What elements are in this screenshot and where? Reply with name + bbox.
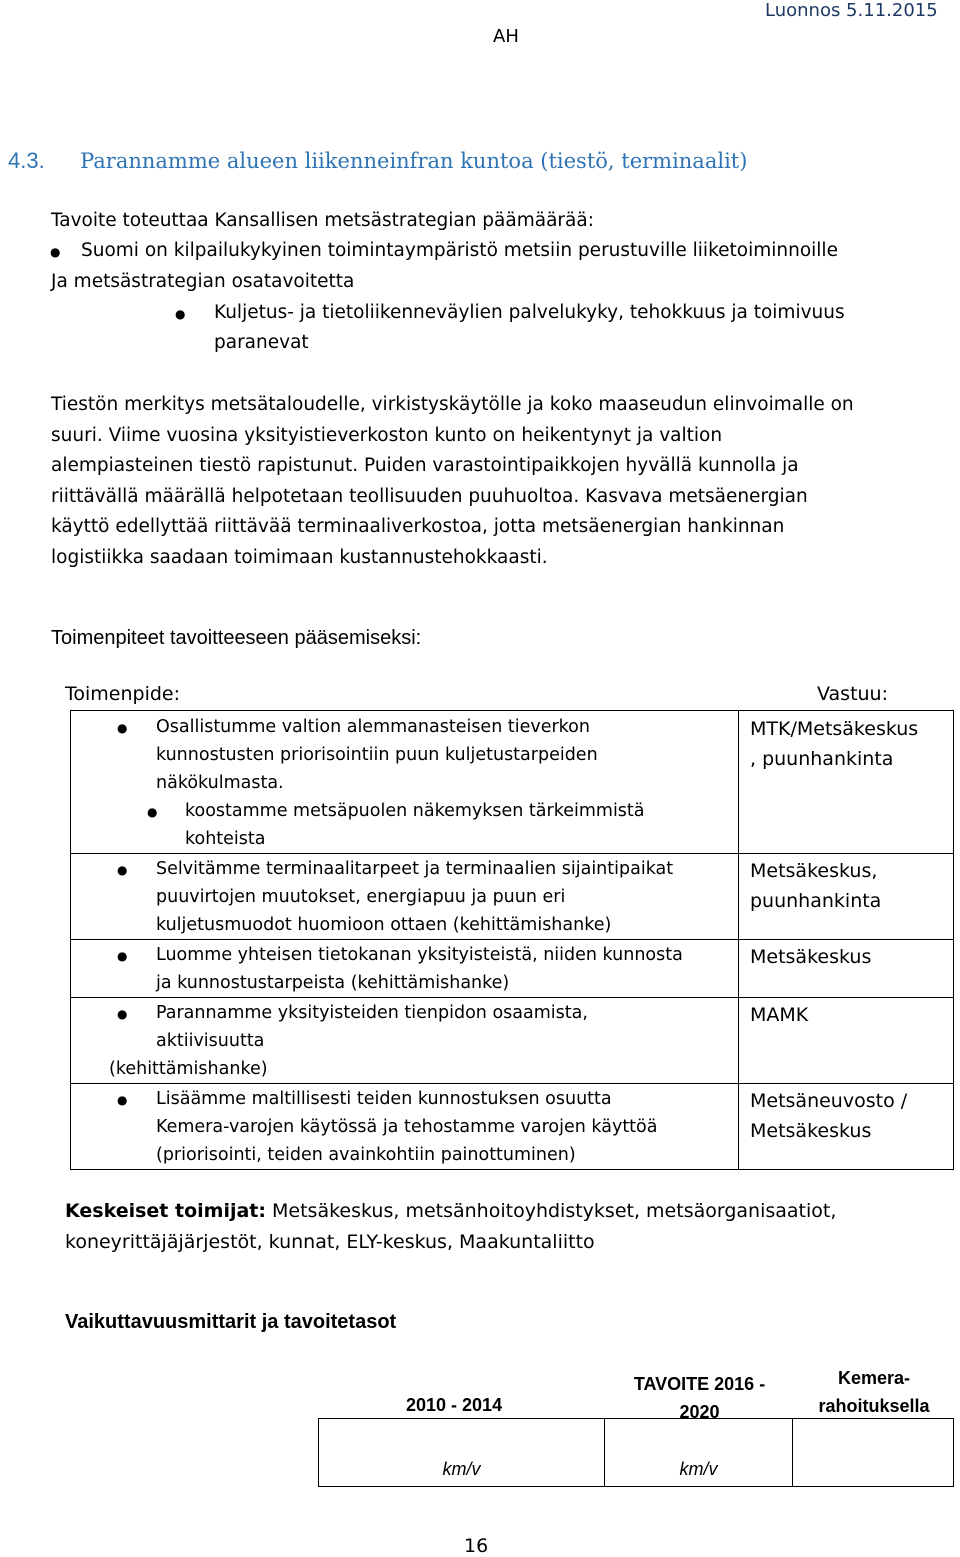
- page-number: 16: [464, 1535, 489, 1557]
- bullet-icon: [175, 308, 185, 320]
- bullet-icon: [117, 1094, 127, 1106]
- bullet-icon: [50, 246, 60, 258]
- metrics-col-target-line: 2020: [679, 1402, 720, 1422]
- action-line: kunnostusten priorisointiin puun kuljetustarpeiden: [156, 745, 598, 765]
- bullet-icon: [147, 806, 157, 818]
- column-header-responsible: Vastuu:: [817, 683, 888, 705]
- action-subline: koostamme metsäpuolen näkemyksen tärkeimmistä: [185, 801, 645, 821]
- action-line: (kehittämishanke): [109, 1059, 268, 1079]
- action-line: Lisäämme maltillisesti teiden kunnostuksen osuutta: [156, 1089, 612, 1109]
- section-title: Parannamme alueen liikenneinfran kuntoa (tiestö, terminaalit): [80, 149, 748, 173]
- responsible-line: Metsäkeskus,: [750, 860, 878, 882]
- measures-title: Toimenpiteet tavoitteeseen pääsemiseksi:: [51, 627, 422, 649]
- sub-goal-line: Ja metsästrategian osatavoitetta: [51, 271, 355, 292]
- action-cell: [71, 711, 739, 854]
- metrics-col-2010-2014: 2010 - 2014: [406, 1395, 503, 1415]
- responsible-line: Metsäkeskus: [750, 946, 872, 968]
- paragraph-line: riittävällä määrällä helpotetaan teollisuuden puuhuoltoa. Kasvava metsäenergian: [51, 485, 808, 507]
- table-row: [319, 1419, 954, 1487]
- responsible-line: puunhankinta: [750, 890, 882, 912]
- metrics-col-target-line: TAVOITE 2016 -: [633, 1374, 766, 1394]
- draft-date: Luonnos 5.11.2015: [765, 0, 938, 21]
- responsible-cell: [739, 1084, 954, 1170]
- paragraph-line: alempiasteinen tiestö rapistunut. Puiden varastointipaikkojen hyvällä kunnolla ja: [51, 455, 799, 476]
- action-line: aktiivisuutta: [156, 1031, 265, 1051]
- action-line: näkökulmasta.: [156, 773, 284, 793]
- metrics-cell: km/v: [319, 1419, 605, 1487]
- responsible-line: Metsäneuvosto /: [750, 1090, 908, 1112]
- action-line: Osallistumme valtion alemmanasteisen tieverkon: [156, 717, 590, 737]
- action-line: Kemera-varojen käytössä ja tehostamme varojen käyttöä: [156, 1117, 658, 1137]
- paragraph-line: suuri. Viime vuosina yksityistieverkoston kunto on heikentynyt ja valtion: [51, 424, 723, 446]
- metrics-cell: [793, 1419, 954, 1487]
- table-row: [71, 998, 954, 1084]
- metrics-col-kemera-line: rahoituksella: [818, 1396, 930, 1416]
- key-actors-label: Keskeiset toimijat:: [65, 1200, 266, 1222]
- sub-goal-bullet: Kuljetus- ja tietoliikenneväylien palvelukyky, tehokkuus ja toimivuus: [214, 302, 845, 323]
- action-line: Selvitämme terminaalitarpeet ja terminaalien sijaintipaikat: [156, 859, 674, 879]
- action-cell: [71, 940, 739, 998]
- bullet-icon: [117, 950, 127, 962]
- metrics-table: [318, 1418, 954, 1487]
- metrics-col-kemera-line: Kemera-: [837, 1368, 911, 1388]
- header-initials: AH: [493, 26, 519, 47]
- key-actors-list-cont: koneyrittäjäjärjestöt, kunnat, ELY-keskus, Maakuntaliitto: [65, 1231, 595, 1253]
- metrics-title: Vaikuttavuusmittarit ja tavoitetasot: [65, 1311, 397, 1333]
- column-header-action: Toimenpide:: [65, 683, 181, 705]
- paragraph-line: Tiestön merkitys metsätaloudelle, virkistyskäytölle ja koko maaseudun elinvoimalle on: [51, 394, 854, 415]
- action-line: (priorisointi, teiden avainkohtiin painottuminen): [156, 1145, 576, 1165]
- responsible-line: MTK/Metsäkeskus: [750, 718, 919, 740]
- key-actors-list: Metsäkeskus, metsänhoitoyhdistykset, metsäorganisaatiot,: [265, 1200, 837, 1222]
- table-row: [71, 711, 954, 854]
- section-heading: [8, 148, 747, 174]
- responsible-line: MAMK: [750, 1004, 809, 1026]
- bullet-icon: [117, 864, 127, 876]
- responsible-line: Metsäkeskus: [750, 1120, 872, 1142]
- paragraph-line: logistiikka saadaan toimimaan kustannustehokkaasti.: [51, 546, 548, 568]
- responsible-line: , puunhankinta: [750, 748, 894, 770]
- responsible-cell: [739, 711, 954, 854]
- action-cell: [71, 854, 739, 940]
- action-subline: kohteista: [185, 829, 266, 849]
- table-row: [71, 940, 954, 998]
- action-line: Parannamme yksityisteiden tienpidon osaamista,: [156, 1003, 588, 1023]
- paragraph-line: käyttö edellyttää riittävää terminaaliverkostoa, jotta metsäenergian hankinnan: [51, 516, 785, 537]
- key-actors: [65, 1196, 836, 1258]
- responsible-cell: [739, 854, 954, 940]
- paragraph: [51, 390, 854, 573]
- action-line: Luomme yhteisen tietokanan yksityisteistä, niiden kunnosta: [156, 945, 683, 965]
- action-cell: [71, 1084, 739, 1170]
- action-line: kuljetusmuodot huomioon ottaen (kehittämishanke): [156, 915, 612, 935]
- goal-bullet: Suomi on kilpailukykyinen toimintaympäristö metsiin perustuville liiketoiminnoille: [81, 240, 838, 261]
- action-line: puuvirtojen muutokset, energiapuu ja puun eri: [156, 887, 566, 907]
- bullet-icon: [117, 722, 127, 734]
- action-cell: [71, 998, 739, 1084]
- responsible-cell: [739, 998, 954, 1084]
- responsible-cell: [739, 940, 954, 998]
- actions-table: [70, 710, 954, 1170]
- goal-line: Tavoite toteuttaa Kansallisen metsästrategian päämäärää:: [51, 210, 594, 231]
- metrics-cell: km/v: [605, 1419, 793, 1487]
- metrics-col-kemera: [808, 1364, 940, 1420]
- sub-goal-bullet-cont: paranevat: [214, 332, 309, 353]
- section-number: 4.3.: [8, 148, 45, 173]
- table-row: [71, 854, 954, 940]
- action-line: ja kunnostustarpeista (kehittämishanke): [156, 973, 510, 993]
- table-row: [71, 1084, 954, 1170]
- bullet-icon: [117, 1008, 127, 1020]
